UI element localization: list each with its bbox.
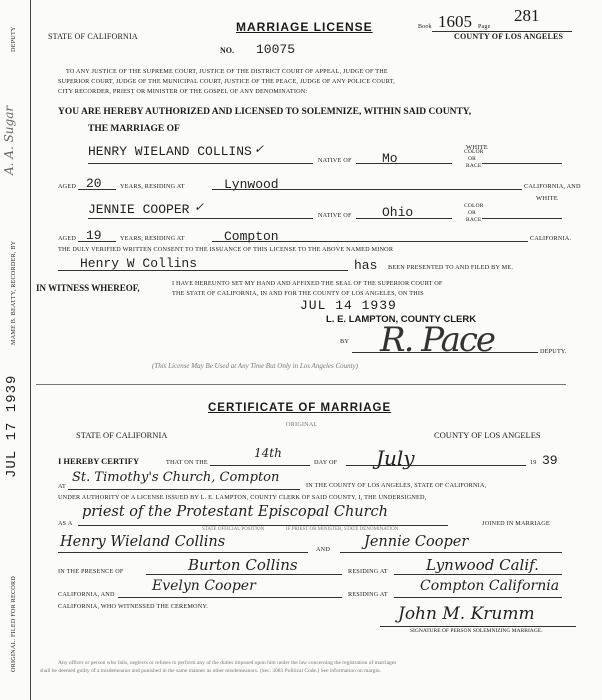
issue-date-stamp: JUL 14 1939 bbox=[300, 298, 397, 313]
groom-color-label: COLOR bbox=[464, 149, 484, 155]
bride-age: 19 bbox=[86, 228, 102, 243]
groom-california-and: CALIFORNIA, AND bbox=[524, 183, 581, 190]
margin-recorder-label: MAME B. BEATTY, RECORDER, BY bbox=[10, 240, 17, 345]
groom-or-label: OR bbox=[468, 156, 477, 162]
license-no-label: NO. bbox=[220, 46, 234, 55]
witness-line-2: THE STATE OF CALIFORNIA, IN AND FOR THE COUNTY OF LOS ANGELES, ON THIS bbox=[172, 290, 424, 297]
marriage-day: 14th bbox=[254, 446, 282, 460]
certificate-title: CERTIFICATE OF MARRIAGE bbox=[208, 402, 392, 414]
deputy-label: DEPUTY. bbox=[540, 348, 567, 355]
groom-native-value: Mo bbox=[382, 151, 398, 166]
as-a-label: AS A bbox=[58, 520, 73, 527]
marriage-month: July bbox=[376, 446, 415, 470]
witnessed-line: CALIFORNIA, WHO WITNESSED THE CEREMONY. bbox=[58, 603, 208, 610]
clerk-signature: R. Pace bbox=[380, 320, 494, 360]
witness-one: Burton Collins bbox=[188, 556, 298, 574]
groom-age: 20 bbox=[86, 176, 102, 191]
witness-whereof-label: IN WITNESS WHEREOF, bbox=[36, 283, 140, 293]
denomination-caption: IF PRIEST OR MINISTER, STATE DENOMINATION bbox=[286, 527, 399, 532]
consent-name: Henry W Collins bbox=[80, 256, 198, 271]
marriage-license-document: DEPUTY MAME B. BEATTY, RECORDER, BY A. A. Sugar JUL 17 1939 ORIGINAL. FILED FOR RECORD STATE OF CALIFORNIA MARRIAGE LICENSE Book 1605 Page 281 COUNTY OF LOS ANGELES NO. 10075 TO ANY JUSTICE OF THE SUPREME COURT, JUSTICE OF THE DISTRICT COURT OF APPEAL, JUDGE OF THE SUPERIOR COURT, JUDGE OF THE MUNICIPAL COURT, JUSTICE OF THE PEACE, JUDGE OF ANY POLICE COURT, CITY RECORDER, PRIEST OR MINISTER OF THE GOSPEL OF ANY DENOMINATION: YOU ARE HEREBY AUTHORIZED AND LICENSED TO SOLEMNIZE, WITHIN SAID COUNTY, THE MARRIAGE OF WHITE HENRY WIELAND COLLINS ✓ NATIVE OF Mo COLOR OR RACE AGED 20 YEARS, RESIDING AT Lynwood CALIFORNIA, AND WHITE JENNIE COOPER ✓ NATIVE OF Ohio COLOR OR RACE AGED 19 YEARS, RESIDING AT Compton CALIFORNIA. THE DULY VERIFIED WRITTEN CONSENT TO THE ISSUANCE OF THIS LICENSE TO THE ABOVE NAMED MINOR Henry W Collins has BEEN PRESENTED TO AND FILED BY ME. IN WITNESS WHEREOF, I HAVE HEREUNTO SET MY HAND AND AFFIXED THE SEAL OF THE SUPERIOR COURT OF THE STATE OF CALIFORNIA, IN AND FOR THE COUNTY OF LOS ANGELES, ON THIS JUL 14 1939 L. E. LAMPTON, COUNTY CLERK BY R. Pace DEPUTY. (This License May Be Used at Any Time But Only in Los Angeles County) CERTIFICATE OF MARRIAGE ORIGINAL STATE OF CALIFORNIA COUNTY OF LOS ANGELES I HEREBY CERTIFY THAT ON THE 14th DAY OF July 19 39 AT St. Timothy's Church, Compton IN THE COUNTY OF LOS ANGELES, STATE OF CALIFORNIA, UNDER AUTHORITY OF A LICENSE ISSUED BY L. E. LAMPTON, COUNTY CLERK OF SAID COUNTY, I, THE UNDERSIGNED, AS A priest of the Protestant Episcopal Church STATE OFFICIAL POSITION IF PRIEST OR MINISTER, STATE DENOMINATION JOINED IN MARRIAGE Henry Wieland Collins AND Jennie Cooper IN THE PRESENCE OF Burton Collins RESIDING AT Lynwood Calif. CALIFORNIA, AND Evelyn Cooper RESIDING AT Compton California CALIFORNIA, WHO WITNESSED THE CEREMONY. John M. Krumm SIGNATURE OF PERSON SOLEMNIZING MARRIAGE. Any officer or person who fails, neglects or refuses to perform any of the duties imposed upon him under the law concerning the registration of marriages shall be deemed guilty of a misdemeanor and punished in the same manner as other misdemeanors. (Sec. 3083 Political Code.) See information on margin. bbox=[0, 0, 602, 700]
groom-race-value: WHITE bbox=[466, 144, 488, 151]
position-caption: STATE OFFICIAL POSITION bbox=[202, 527, 265, 532]
certificate-county: COUNTY OF LOS ANGELES bbox=[434, 430, 541, 440]
witness-california-and: CALIFORNIA, AND bbox=[58, 591, 115, 598]
consent-has: has bbox=[354, 258, 378, 273]
bride-native-value: Ohio bbox=[382, 205, 414, 220]
county-clerk: L. E. LAMPTON, COUNTY CLERK bbox=[326, 314, 477, 325]
bride-race-label: RACE bbox=[466, 217, 482, 223]
officiant-signature: John M. Krumm bbox=[398, 604, 535, 624]
signature-caption: SIGNATURE OF PERSON SOLEMNIZING MARRIAGE. bbox=[410, 628, 543, 634]
bride-aged-label: AGED bbox=[58, 235, 76, 242]
groom-residence: Lynwood bbox=[224, 177, 279, 192]
joined-label: JOINED IN MARRIAGE bbox=[482, 520, 550, 527]
margin-filed-label: ORIGINAL. FILED FOR RECORD bbox=[10, 576, 17, 672]
margin-recorder-signature: A. A. Sugar bbox=[2, 105, 16, 175]
that-on-label: THAT ON THE bbox=[166, 459, 208, 466]
intro-line-2: SUPERIOR COURT, JUDGE OF THE MUNICIPAL COURT, JUSTICE OF THE PEACE, JUDGE OF ANY POLICE COURT, bbox=[58, 78, 395, 85]
witness-line-1: I HAVE HEREUNTO SET MY HAND AND AFFIXED THE SEAL OF THE SUPERIOR COURT OF bbox=[172, 280, 443, 287]
book-value: 1605 bbox=[438, 12, 472, 31]
intro-line-3: CITY RECORDER, PRIEST OR MINISTER OF THE GOSPEL OF ANY DENOMINATION: bbox=[58, 88, 308, 95]
groom-name: HENRY WIELAND COLLINS bbox=[88, 144, 252, 159]
intro-line-1: TO ANY JUSTICE OF THE SUPREME COURT, JUSTICE OF THE DISTRICT COURT OF APPEAL, JUDGE OF THE bbox=[66, 68, 388, 75]
witness-one-residing-label: RESIDING AT bbox=[348, 568, 388, 575]
header-county: COUNTY OF LOS ANGELES bbox=[454, 32, 564, 41]
penalty-line-1: Any officer or person who fails, neglects or refuses to perform any of the duties imposed upon him under the law concerning the registration of marriages bbox=[58, 660, 397, 666]
header-title: MARRIAGE LICENSE bbox=[236, 20, 373, 34]
bride-written-name: Jennie Cooper bbox=[364, 534, 469, 550]
consent-presented: BEEN PRESENTED TO AND FILED BY ME. bbox=[388, 264, 514, 271]
at-label: AT bbox=[58, 483, 66, 490]
in-county-label: IN THE COUNTY OF LOS ANGELES, STATE OF CALIFORNIA, bbox=[306, 482, 487, 489]
witness-one-residence: Lynwood Calif. bbox=[426, 556, 539, 574]
certify-label: I HEREBY CERTIFY bbox=[58, 456, 140, 466]
marriage-year: 39 bbox=[542, 453, 558, 468]
margin-deputy-label: DEPUTY bbox=[10, 26, 17, 52]
by-label: BY bbox=[340, 338, 349, 345]
authority-line: UNDER AUTHORITY OF A LICENSE ISSUED BY L. E. LAMPTON, COUNTY CLERK OF SAID COUNTY, I, THE UNDERSIGNED, bbox=[58, 494, 427, 501]
witness-two: Evelyn Cooper bbox=[152, 578, 256, 594]
bride-native-label: NATIVE OF bbox=[318, 212, 352, 219]
witness-two-residing-label: RESIDING AT bbox=[348, 591, 388, 598]
bride-color-label: COLOR bbox=[464, 203, 484, 209]
officiant-position: priest of the Protestant Episcopal Church bbox=[82, 504, 389, 520]
header-state: STATE OF CALIFORNIA bbox=[48, 32, 138, 41]
bride-name: JENNIE COOPER bbox=[88, 202, 190, 217]
marriage-place: St. Timothy's Church, Compton bbox=[72, 470, 280, 485]
authorized-line-2: THE MARRIAGE OF bbox=[88, 124, 180, 134]
groom-aged-label: AGED bbox=[58, 183, 76, 190]
license-no-value: 10075 bbox=[256, 42, 296, 57]
page-value: 281 bbox=[514, 6, 540, 25]
groom-written-name: Henry Wieland Collins bbox=[60, 534, 226, 550]
margin-filed-stamp: JUL 17 1939 bbox=[4, 374, 20, 478]
certificate-state: STATE OF CALIFORNIA bbox=[76, 430, 168, 440]
bride-residing-label: YEARS, RESIDING AT bbox=[120, 235, 185, 242]
groom-race-label: RACE bbox=[466, 163, 482, 169]
day-of-label: DAY OF bbox=[314, 459, 338, 466]
groom-native-label: NATIVE OF bbox=[318, 157, 352, 164]
certificate-original-label: ORIGINAL bbox=[286, 421, 318, 428]
penalty-line-2: shall be deemed guilty of a misdemeanor and punished in the same manner as other misdemeanors. (Sec. 3083 Political Code.) See information on margin. bbox=[40, 668, 381, 674]
page-label: Page bbox=[478, 24, 491, 30]
bride-or-label: OR bbox=[468, 210, 477, 216]
groom-residing-label: YEARS, RESIDING AT bbox=[120, 183, 185, 190]
witness-two-residence: Compton California bbox=[420, 578, 560, 594]
presence-label: IN THE PRESENCE OF bbox=[58, 568, 124, 575]
year-prefix: 19 bbox=[530, 459, 537, 466]
margin-rule bbox=[30, 0, 31, 700]
book-label: Book bbox=[418, 24, 432, 30]
consent-line: THE DULY VERIFIED WRITTEN CONSENT TO THE ISSUANCE OF THIS LICENSE TO THE ABOVE NAMED MINOR bbox=[58, 246, 394, 253]
authorized-line-1: YOU ARE HEREBY AUTHORIZED AND LICENSED TO SOLEMNIZE, WITHIN SAID COUNTY, bbox=[58, 107, 472, 117]
bride-race-value: WHITE bbox=[536, 195, 558, 202]
license-footer-note: (This License May Be Used at Any Time But Only in Los Angeles County) bbox=[152, 362, 359, 370]
bride-residence: Compton bbox=[224, 229, 279, 244]
and-label: AND bbox=[316, 546, 331, 553]
bride-california: CALIFORNIA. bbox=[530, 235, 572, 242]
